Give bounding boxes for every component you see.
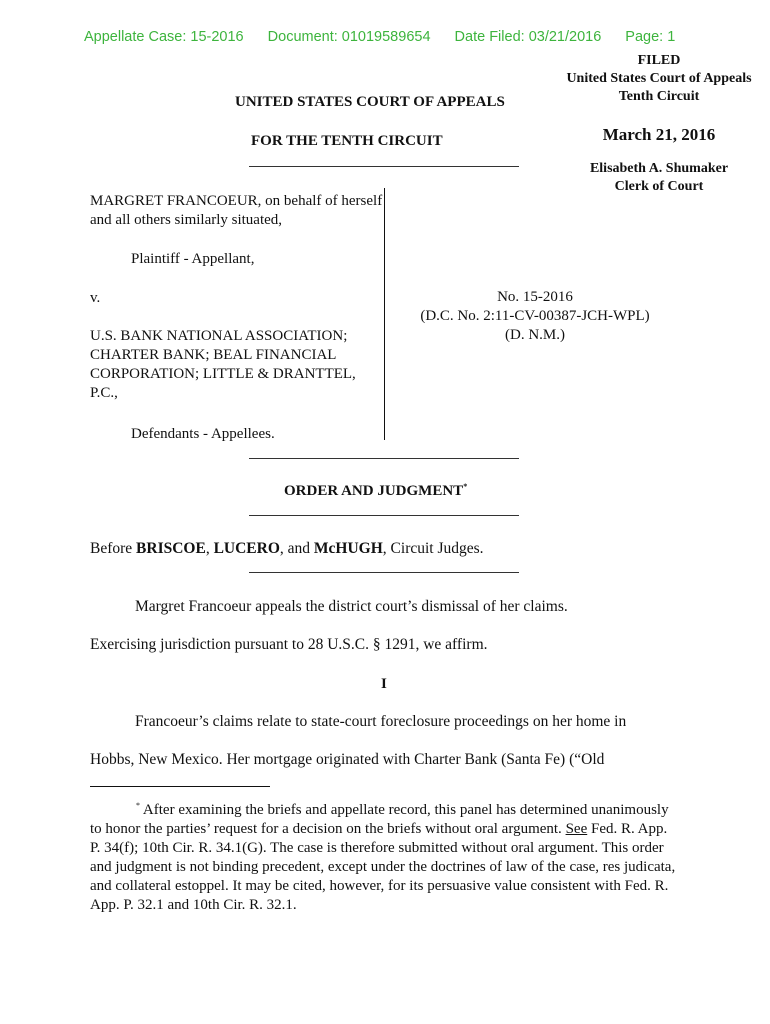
versus: v. [90, 290, 101, 306]
paragraph-1-line-1: Margret Francoeur appeals the district court’s dismissal of her claims. [135, 598, 568, 615]
stamp-date: March 21, 2016 [602, 125, 716, 144]
order-title [284, 482, 467, 500]
order-title-text: ORDER AND JUDGMENT [284, 483, 464, 499]
page-number: Page: 1 [625, 29, 676, 45]
judges-prefix: Before [90, 540, 137, 557]
document-number: Document: 01019589654 [267, 29, 431, 45]
stamp-clerk-name: Elisabeth A. Shumaker [589, 161, 729, 176]
paragraph-1-line-2: Exercising jurisdiction pursuant to 28 U.S.C. § 1291, we affirm. [90, 636, 488, 653]
district-court-number: (D.C. No. 2:11-CV-00387-JCH-WPL) [420, 308, 650, 324]
plaintiff-role: Plaintiff - Appellant, [131, 251, 255, 267]
defendants-role: Defendants - Appellees. [131, 426, 275, 442]
stamp-circuit: Tenth Circuit [618, 89, 700, 104]
plaintiff-name: MARGRET FRANCOEUR, on behalf of herself and all others similarly situated, [90, 193, 383, 228]
caption-divider [384, 188, 385, 440]
defendants-names: U.S. BANK NATIONAL ASSOCIATION; CHARTER BANK; BEAL FINANCIAL CORPORATION; LITTLE & DRANTTEL, P.C., [90, 328, 356, 401]
judges-sep: , and [279, 540, 314, 557]
divider [249, 166, 519, 167]
divider [249, 572, 519, 573]
judge-mchugh: McHUGH [313, 540, 383, 557]
court-name: UNITED STATES COURT OF APPEALS [235, 94, 505, 110]
paragraph-2-line-2: Hobbs, New Mexico. Her mortgage originated with Charter Bank (Santa Fe) (“Old [90, 751, 605, 768]
judges-line [90, 540, 484, 558]
case-docket-number: No. 15-2016 [497, 289, 573, 305]
filed-stamp [545, 52, 770, 196]
footnote [90, 796, 680, 915]
case-info [390, 288, 680, 345]
footnote-see: See [565, 821, 588, 837]
filing-header [84, 29, 695, 45]
district: (D. N.M.) [505, 327, 565, 343]
footnote-text-2: Fed. R. App. P. 34(f); 10th Cir. R. 34.1(G). The case is therefore submitted without oral argument. This order and judgment is not binding precedent, except under the doctrines of law of the case, res judicata, and collateral estoppel. It may be cited, however, for its persuasive value consistent with Fed. R. App. P. 32.1 and 10th Cir. R. 32.1. [90, 821, 676, 913]
footnote-marker: * [136, 801, 140, 810]
judge-lucero: LUCERO [213, 540, 280, 557]
judges-sep: , [205, 540, 214, 557]
footnote-text-1: After examining the briefs and appellate record, this panel has determined unanimously to honor the parties’ request for a decision on the briefs without oral argument. [90, 802, 669, 837]
section-heading: I [381, 676, 387, 692]
divider [249, 458, 519, 459]
judge-briscoe: BRISCOE [136, 540, 206, 557]
judges-suffix: , Circuit Judges. [382, 540, 484, 557]
circuit-name: FOR THE TENTH CIRCUIT [251, 133, 443, 149]
stamp-filed: FILED [637, 53, 681, 68]
date-filed: Date Filed: 03/21/2016 [454, 29, 602, 45]
paragraph-2-line-1: Francoeur’s claims relate to state-court foreclosure proceedings on her home in [135, 713, 627, 730]
stamp-clerk-title: Clerk of Court [614, 179, 704, 194]
footnote-mark: * [463, 482, 468, 491]
case-number: Appellate Case: 15-2016 [84, 29, 244, 45]
footnote-divider [90, 786, 270, 787]
divider [249, 515, 519, 516]
stamp-court: United States Court of Appeals [566, 71, 752, 86]
